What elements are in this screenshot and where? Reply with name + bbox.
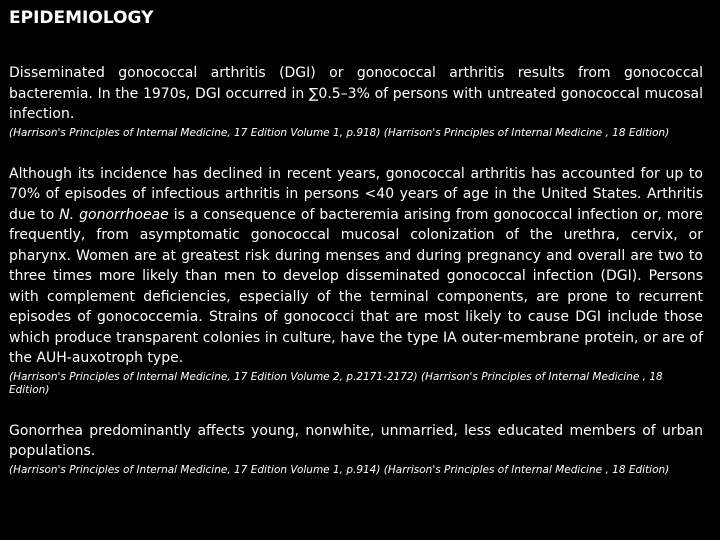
paragraph-text-1: Disseminated gonococcal arthritis (DGI) or gonococcal arthritis results from gonococcal bacteremia. In the 1970s, DGI occurred in ∑0.5–3% of persons with untreated gonococcal mucosal infection. <box>9 65 703 122</box>
paragraph-text-3: Gonorrhea predominantly affects young, nonwhite, unmarried, less educated members of urban populations. <box>9 422 703 459</box>
citation-3: (Harrison's Principles of Internal Medicine, 17 Edition Volume 1, p.914) (Harrison's Principles of Internal Medicine , 18 Edition) <box>9 463 670 476</box>
paragraph-text-2 <box>9 164 703 369</box>
citation-2: (Harrison's Principles of Internal Medicine, 17 Edition Volume 2, p.2171-2172) (Harrison's Principles of Internal Medicine , 18 Edition) <box>9 370 663 396</box>
slide-title: EPIDEMIOLOGY <box>9 8 154 28</box>
citation-1: (Harrison's Principles of Internal Medicine, 17 Edition Volume 1, p.918) (Harrison's Principles of Internal Medicine , 18 Edition) <box>9 126 670 139</box>
paragraph-text-2-part-2: is a consequence of bacteremia arising from gonococcal infection or, more frequently, from asymptomatic gonococcal mucosal colonization of the urethra, cervix, or pharynx. Women are at greatest risk during menses and during pregnancy and overall are two to three times more likely than men to develop disseminated gonococcal infection (DGI). Persons with complement deficiencies, especially of the terminal components, are prone to recurrent episodes of gonococcemia. Strains of gonococci that are most likely to cause DGI include those which produce transparent colonies in culture, have the type IA outer-membrane protein, or are of the AUH-auxotroph type. <box>9 206 703 366</box>
paragraph-block-1 <box>9 63 703 140</box>
slide-content <box>9 63 703 477</box>
paragraph-block-3 <box>9 421 703 477</box>
paragraph-text-2-part-1: Although its incidence has declined in recent years, gonococcal arthritis has accounted for up to 70% of episodes of infectious arthritis in persons <40 years of age in the United States. Arthritis due to <box>9 165 703 223</box>
organism-name: N. gonorrhoeae <box>59 206 169 223</box>
paragraph-block-2 <box>9 164 703 397</box>
